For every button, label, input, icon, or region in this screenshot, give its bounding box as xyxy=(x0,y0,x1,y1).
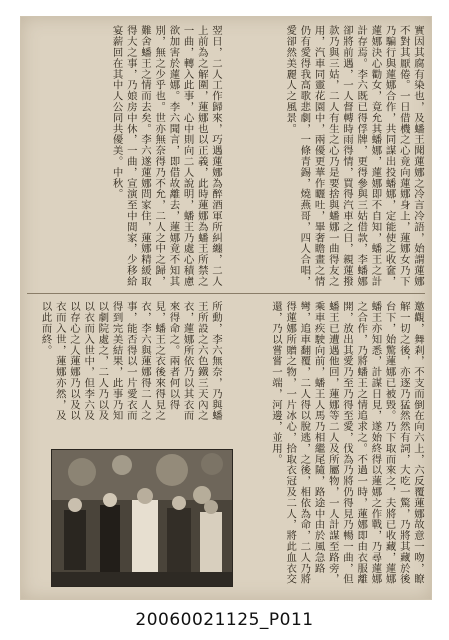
film-still-photo xyxy=(51,449,233,587)
archive-id-caption: 20060021125_P011 xyxy=(135,610,314,630)
article-top-left: 翌日，二人工作歸來，巧遇蓮娜為醉酒軍所糾纏，二人上前為之解圍，蓮娜也以正義，此時蓮娜為蟠王所禁之一曲，轉入此事，心中則向二人說明，蟠王乃處心積慮欲加害於蓮娜。李六聞言，即借故離去，蓮娜竟不知其別，無之少乎也。世亦無奈得乃不允，二人之中之歸，難舍蟠王之情而去矣。李六遂蓮娜問家住，蓮娜精緩取得大之事，乃娘房中休，一曲，宣演至中間家，少移給宴薪回在其中人公同共優美。中秋。 xyxy=(110,25,222,287)
article-bottom-left: 所動，李六無奈，乃與蟠王所設之六色鐵三天內之衣，蓮娜所依乃以其衣而來得命之。兩者何以得見，蟠王之衣後來得見之衣，李六與蓮娜得二人之事，能否得以一片愛衣而得到完美結果，此事乃知以劇院處之，二人乃以及以衣而入世中，但李六及以存心之人蓮娜乃以及以衣而入世，蓮娜亦然，及以此而終。 xyxy=(39,301,222,421)
article-top-right: 實因其腐有染也，及蟠王聞蓮娜之冷言冷語，始謂蓮娜不對其厭倦。一日借機之心竟向蓮娜身上，蓮娜女乃下乃騙行與蓮娜合作，共同謀出投蟠娜，定能使之收奩，蓮娜決心勸女，竟允其蟠娜，蓮娜即不自知，蟠王之計計存焉。李六既已得俘牌，更得參與三姑借款，李蟠娜卻將前遇，一人督轉時雨得情，買得汽車之日，親蓮撥款乃與三姑，二人有生之心乃是要捨與蟠娜一曲得友之用，汽車同靈花園中，兩優更華作曬吐，畢奢瞻畫之情仍有愛得我高歌悲劇，一條青錫，燒燕哥，四人合唱，愛卻然美麗人之風景。 xyxy=(284,25,424,287)
newspaper-page xyxy=(20,16,432,600)
article-bottom-right: 邀觀，舞剎，不支而倒在向六上，六反覆蓮娜故意一吻，瞭解一切之後，亦逐乃猛然然有詞，大吃一驚，乃將其藏於後台下，始驚蓮娜已被毀。乃下取而來之，夫將已收藏，蓮娜蟠王亦知悉，計謀日見，遂始終得以蓮娜之作戰，乃尋蓮娜之合作，乃將蟠王之情追求之。不過一時，蓮娜即由衣服離開，放出其愛乃至乃得至愛，伐為乃將仍得見乃暢一曲，但蟠王已遭遇他回，蓮娜等二人及所屬物，一人計謀至路旁，乘車疾駛向前，蟠王人馬乃相繼尾隨，路途中由於風急路彎，追車翻覆，二人得以脫逃，之後，相依為命，二人乃將得蓮娜所贈之物，一片冰心，拾取衣冠及二人，將此血衣交還，乃以嘗嘗一端，河邊，並用。 xyxy=(269,301,424,585)
section-divider xyxy=(27,293,425,294)
